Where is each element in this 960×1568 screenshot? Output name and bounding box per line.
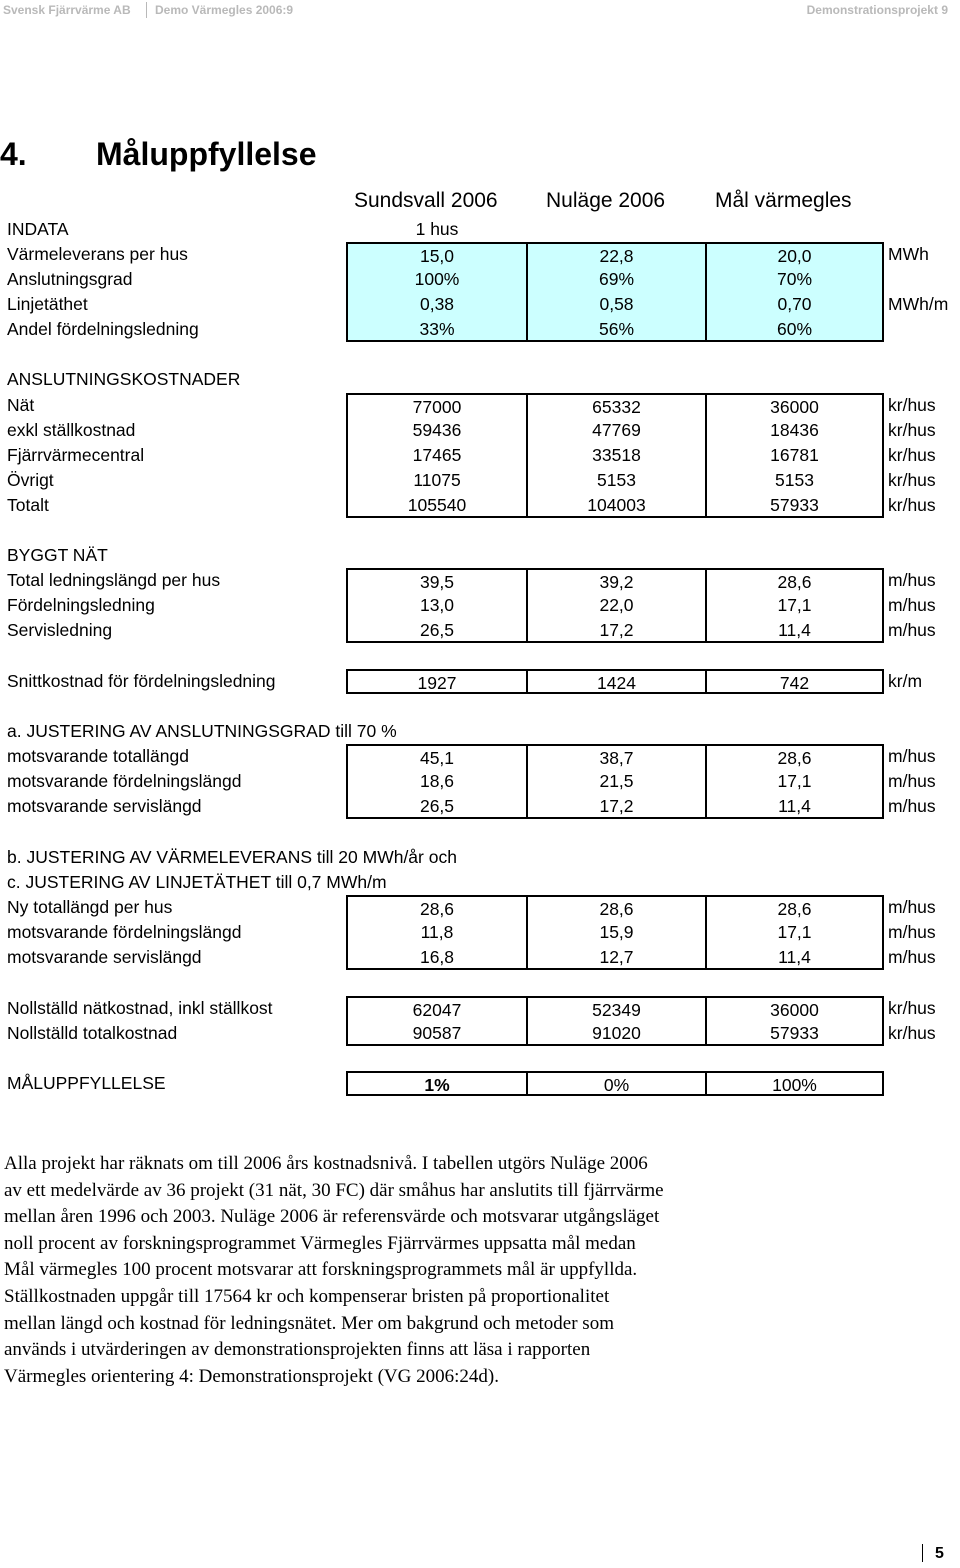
- paragraph-line: Alla projekt har räknats om till 2006 års kostnadsnivå. I tabellen utgörs Nuläge 2006: [4, 1153, 648, 1174]
- table-row: [0, 593, 960, 618]
- table-row: [0, 468, 960, 493]
- value-cell-mal: 20,0: [705, 242, 884, 267]
- value-cell-mal: [705, 217, 884, 242]
- value-cell-nulage: 33518: [526, 443, 707, 468]
- column-header-mal: Mål värmegles: [715, 189, 852, 212]
- table-row: [0, 945, 960, 970]
- value-cell-mal: 5153: [705, 468, 884, 493]
- table-row: [0, 618, 960, 643]
- row-label: Linjetäthet: [7, 294, 88, 314]
- value-cell-sundsvall: 16,8: [346, 945, 528, 970]
- table-row: [0, 292, 960, 317]
- table-row: [0, 794, 960, 819]
- row-unit: m/hus: [888, 947, 936, 967]
- header-separator: [146, 2, 147, 18]
- value-cell-sundsvall: 59436: [346, 418, 528, 443]
- row-unit: m/hus: [888, 595, 936, 615]
- value-cell-sundsvall: 62047: [346, 996, 528, 1021]
- value-cell-mal: 17,1: [705, 920, 884, 945]
- value-cell-sundsvall: 1%: [346, 1071, 528, 1096]
- value-cell-mal: 17,1: [705, 593, 884, 618]
- row-label: Ny totallängd per hus: [7, 897, 173, 917]
- value-cell-nulage: 5153: [526, 468, 707, 493]
- row-label: Servisledning: [7, 620, 113, 640]
- value-cell-nulage: 65332: [526, 393, 707, 418]
- value-cell-nulage: [526, 217, 707, 242]
- header-document: Demo Värmegles 2006:9: [155, 3, 294, 17]
- row-label: motsvarande totallängd: [7, 746, 189, 766]
- paragraph-line: av ett medelvärde av 36 projekt (31 nät, 30 FC) där småhus har anslutits till fjärrvärme: [4, 1179, 664, 1201]
- row-label: INDATA: [7, 219, 69, 239]
- value-cell-nulage: 15,9: [526, 920, 707, 945]
- value-cell-mal: 0,70: [705, 292, 884, 317]
- value-cell-nulage: 69%: [526, 267, 707, 292]
- table-row: [0, 393, 960, 418]
- value-cell-mal: 11,4: [705, 945, 884, 970]
- value-cell-mal: 28,6: [705, 895, 884, 920]
- row-label: Snittkostnad för fördelningsledning: [7, 671, 276, 691]
- row-label: a. JUSTERING AV ANSLUTNINGSGRAD till 70 %: [7, 721, 397, 741]
- value-cell-sundsvall: 17465: [346, 443, 528, 468]
- value-cell-mal: 17,1: [705, 769, 884, 794]
- row-unit: m/hus: [888, 620, 936, 640]
- page-header: [0, 0, 960, 26]
- value-cell-mal: 742: [705, 669, 884, 694]
- table-row: [0, 493, 960, 518]
- row-label: Värmeleverans per hus: [7, 244, 188, 264]
- header-project: Demonstrationsprojekt 9: [806, 3, 948, 17]
- value-cell-nulage: 1424: [526, 669, 707, 694]
- value-cell-mal: 36000: [705, 393, 884, 418]
- table-row: [0, 669, 960, 694]
- value-cell-nulage: 22,8: [526, 242, 707, 267]
- table-row: [0, 367, 960, 392]
- row-unit: kr/hus: [888, 998, 936, 1018]
- paragraph-line: mellan längd och kostnad för ledningsnätet. Mer om bakgrund och metoder som: [4, 1312, 614, 1334]
- value-cell-sundsvall: 18,6: [346, 769, 528, 794]
- table-row: [0, 845, 960, 870]
- table-row: [0, 769, 960, 794]
- row-unit: m/hus: [888, 796, 936, 816]
- paragraph-line: Ställkostnaden uppgår till 17564 kr och kompenserar bristen på proportionalitet: [4, 1285, 610, 1307]
- value-cell-sundsvall: 1927: [346, 669, 528, 694]
- value-cell-mal: 100%: [705, 1071, 884, 1096]
- row-label: Nät: [7, 395, 35, 415]
- row-unit: kr/hus: [888, 445, 936, 465]
- row-label: motsvarande fördelningslängd: [7, 771, 242, 791]
- value-cell-sundsvall: 39,5: [346, 568, 528, 593]
- value-cell-nulage: 0,58: [526, 292, 707, 317]
- row-label: Övrigt: [7, 470, 54, 490]
- row-label: Nollställd nätkostnad, inkl ställkost: [7, 998, 273, 1018]
- row-label: exkl ställkostnad: [7, 420, 136, 440]
- row-label: Andel fördelningsledning: [7, 319, 199, 339]
- value-cell-mal: 11,4: [705, 794, 884, 819]
- table-row: [0, 1071, 960, 1096]
- value-cell-nulage: 104003: [526, 493, 707, 518]
- table-row: [0, 317, 960, 342]
- row-label: b. JUSTERING AV VÄRMELEVERANS till 20 MWh/år och: [7, 847, 457, 867]
- table-row: [0, 719, 960, 744]
- value-cell-nulage: 91020: [526, 1021, 707, 1046]
- section-title: Måluppfyllelse: [96, 136, 317, 172]
- row-unit: kr/hus: [888, 495, 936, 515]
- value-cell-sundsvall: 28,6: [346, 895, 528, 920]
- row-unit: MWh: [888, 244, 929, 264]
- row-label: BYGGT NÄT: [7, 545, 108, 565]
- row-unit: kr/hus: [888, 1023, 936, 1043]
- value-cell-mal: 28,6: [705, 744, 884, 769]
- table-row: [0, 418, 960, 443]
- value-cell-nulage: 12,7: [526, 945, 707, 970]
- table-row: [0, 242, 960, 267]
- row-label: Fjärrvärmecentral: [7, 445, 145, 465]
- table-row: [0, 996, 960, 1021]
- value-cell-mal: 18436: [705, 418, 884, 443]
- value-cell-mal: 16781: [705, 443, 884, 468]
- row-unit: kr/m: [888, 671, 923, 691]
- value-cell-sundsvall: 15,0: [346, 242, 528, 267]
- value-cell-nulage: 22,0: [526, 593, 707, 618]
- value-cell-mal: 57933: [705, 1021, 884, 1046]
- value-cell-nulage: 17,2: [526, 794, 707, 819]
- row-unit: m/hus: [888, 771, 936, 791]
- row-unit: m/hus: [888, 746, 936, 766]
- value-cell-nulage: 52349: [526, 996, 707, 1021]
- value-cell-sundsvall: 0,38: [346, 292, 528, 317]
- row-label: Totalt: [7, 495, 49, 515]
- header-company: Svensk Fjärrvärme AB: [3, 3, 131, 17]
- value-cell-mal: 70%: [705, 267, 884, 292]
- row-unit: MWh/m: [888, 294, 949, 314]
- table-row: [0, 443, 960, 468]
- paragraph-line: Mål värmegles 100 procent motsvarar att forskningsprogrammets mål är uppfyllda.: [4, 1259, 638, 1281]
- row-unit: kr/hus: [888, 395, 936, 415]
- value-cell-nulage: 21,5: [526, 769, 707, 794]
- row-unit: kr/hus: [888, 470, 936, 490]
- value-cell-sundsvall: 13,0: [346, 593, 528, 618]
- table-row: [0, 895, 960, 920]
- row-label: ANSLUTNINGSKOSTNADER: [7, 369, 241, 389]
- value-cell-sundsvall: 105540: [346, 493, 528, 518]
- value-cell-mal: 60%: [705, 317, 884, 342]
- column-header-nulage: Nuläge 2006: [546, 189, 666, 212]
- value-cell-nulage: 39,2: [526, 568, 707, 593]
- row-label: Nollställd totalkostnad: [7, 1023, 178, 1043]
- row-label: motsvarande servislängd: [7, 796, 202, 816]
- value-cell-sundsvall: 33%: [346, 317, 528, 342]
- value-cell-mal: 11,4: [705, 618, 884, 643]
- value-cell-sundsvall: 1 hus: [415, 219, 459, 239]
- table-row: [0, 870, 960, 895]
- row-unit: kr/hus: [888, 420, 936, 440]
- table-row: [0, 568, 960, 593]
- row-unit: m/hus: [888, 897, 936, 917]
- row-label: Anslutningsgrad: [7, 269, 133, 289]
- value-cell-sundsvall: 100%: [346, 267, 528, 292]
- section-number: 4.: [0, 136, 27, 172]
- table-row: [0, 1021, 960, 1046]
- value-cell-mal: 57933: [705, 493, 884, 518]
- column-header-sundsvall: Sundsvall 2006: [354, 189, 498, 212]
- value-cell-sundsvall: 77000: [346, 393, 528, 418]
- paragraph-line: noll procent av forskningsprogrammet Värmegles Fjärrvärmes uppsatta mål medan: [4, 1232, 636, 1254]
- table-row: [0, 744, 960, 769]
- row-label: Total ledningslängd per hus: [7, 570, 221, 590]
- paragraph-line: används i utvärderingen av demonstrationsprojekten finns att läsa i rapporten: [4, 1339, 591, 1361]
- row-label: motsvarande fördelningslängd: [7, 922, 242, 942]
- value-cell-sundsvall: 26,5: [346, 794, 528, 819]
- row-label: Fördelningsledning: [7, 595, 155, 615]
- table-row: [0, 920, 960, 945]
- value-cell-sundsvall: 26,5: [346, 618, 528, 643]
- explanation-paragraph: [4, 1151, 954, 1390]
- value-cell-sundsvall: 11,8: [346, 920, 528, 945]
- row-unit: m/hus: [888, 922, 936, 942]
- value-cell-nulage: 28,6: [526, 895, 707, 920]
- value-cell-nulage: 47769: [526, 418, 707, 443]
- value-cell-nulage: 56%: [526, 317, 707, 342]
- value-cell-sundsvall: 11075: [346, 468, 528, 493]
- value-cell-nulage: 0%: [526, 1071, 707, 1096]
- paragraph-line: Värmegles orientering 4: Demonstrationsprojekt (VG 2006:24d).: [4, 1365, 499, 1387]
- row-label: MÅLUPPFYLLELSE: [7, 1073, 166, 1093]
- page-number-rule: [922, 1544, 923, 1562]
- row-label: c. JUSTERING AV LINJETÄTHET till 0,7 MWh/m: [7, 872, 387, 892]
- page-number: 5: [935, 1545, 944, 1562]
- value-cell-nulage: 38,7: [526, 744, 707, 769]
- value-cell-sundsvall: 45,1: [346, 744, 528, 769]
- row-unit: m/hus: [888, 570, 936, 590]
- table-row: [0, 267, 960, 292]
- value-cell-sundsvall: 90587: [346, 1021, 528, 1046]
- row-label: motsvarande servislängd: [7, 947, 202, 967]
- table-row: [0, 217, 960, 242]
- value-cell-nulage: 17,2: [526, 618, 707, 643]
- paragraph-line: mellan åren 1996 och 2003. Nuläge 2006 är referensvärde och motsvarar utgångsläget: [4, 1206, 660, 1228]
- value-cell-mal: 36000: [705, 996, 884, 1021]
- value-cell-mal: 28,6: [705, 568, 884, 593]
- table-row: [0, 543, 960, 568]
